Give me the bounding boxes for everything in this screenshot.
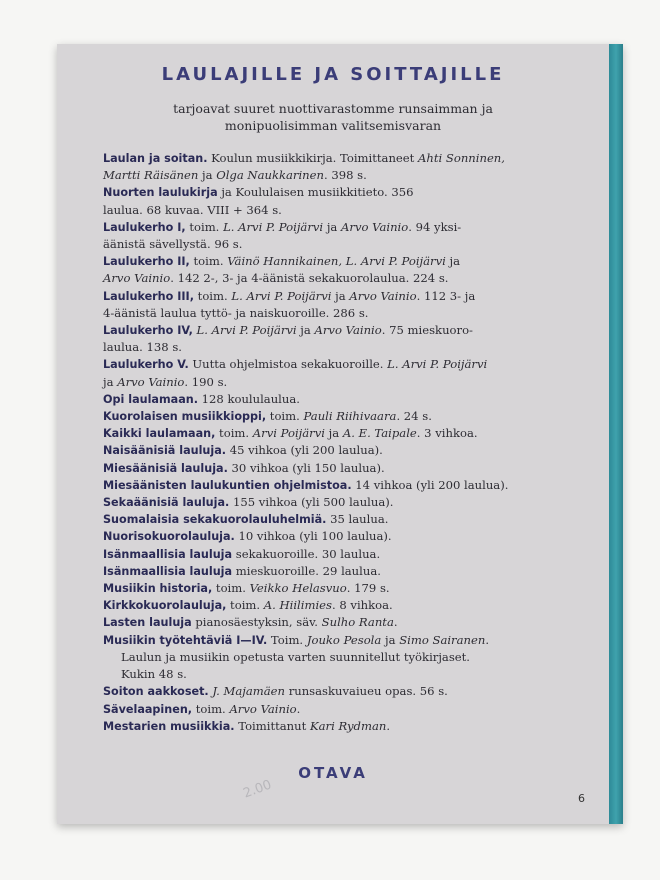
book-title: Nuorisokuorolauluja.: [103, 530, 235, 544]
catalog-line: [103, 494, 585, 511]
entry-text: pianosäestyksin, säv.: [191, 615, 322, 630]
catalog-line: [103, 511, 585, 528]
catalog-line: [103, 632, 585, 649]
entry-text: 155 vihkoa (yli 500 laulua).: [229, 495, 394, 510]
entry-text: toim.: [226, 598, 264, 613]
book-title: Kaikki laulamaan,: [103, 427, 216, 441]
author-name: L. Arvi P. Poijärvi: [192, 323, 297, 338]
catalog-line: [103, 666, 585, 683]
entry-text: Uutta ohjelmistoa sekakuoroille.: [188, 357, 388, 372]
catalog-line: [103, 649, 585, 666]
entry-text: runsaskuvaiueu opas. 56 s.: [285, 684, 448, 699]
entry-text: Laulun ja musiikin opetusta varten suunnitellut työkirjaset.: [121, 649, 470, 664]
entry-text: laulua. 138 s.: [103, 340, 182, 355]
book-title: Sävelaapinen,: [103, 702, 193, 716]
catalog-line: [103, 546, 585, 563]
catalog-line: [103, 236, 585, 253]
book-title: Mestarien musiikkia.: [103, 719, 235, 733]
catalog-line: [103, 460, 585, 477]
entry-text: .: [393, 615, 398, 630]
entry-text: . 24 s.: [396, 409, 432, 424]
subtitle-line-2: monipuolisimman valitsemisvaran: [224, 118, 442, 133]
author-name: Sulho Ranta: [321, 615, 394, 630]
entry-text: . 94 yksi-: [408, 219, 462, 234]
entry-text: äänistä sävellystä. 96 s.: [103, 237, 243, 252]
entry-text: . 112 3- ja: [416, 288, 476, 303]
book-title: Suomalaisia sekakuorolauluhelmiä.: [103, 513, 327, 527]
entry-text: ja Koululaisen musiikkitieto. 356: [217, 185, 414, 200]
book-title: Miesäänisiä lauluja.: [103, 461, 228, 475]
entry-text: toim.: [212, 581, 250, 596]
entry-text: toim.: [185, 219, 224, 234]
catalog-line: [103, 408, 585, 425]
page-heading: LAULAJILLE JA SOITTAJILLE: [161, 64, 505, 85]
author-name: Arvo Vainio: [229, 701, 297, 716]
entry-text: 30 vihkoa (yli 150 laulua).: [227, 460, 385, 475]
entry-text: 128 koululaulua.: [197, 391, 300, 406]
entry-text: ja: [381, 632, 400, 647]
entry-text: . 179 s.: [346, 581, 390, 596]
catalog-line: [103, 614, 585, 631]
entry-text: ja: [323, 219, 342, 234]
author-name: Arvo Vainio: [314, 323, 382, 338]
entry-text: laulua. 68 kuvaa. VIII + 364 s.: [103, 202, 282, 217]
catalog-line: [103, 219, 585, 236]
book-title: Naisäänisiä lauluja.: [103, 444, 227, 458]
catalog-line: [103, 356, 585, 373]
entry-text: toim.: [192, 701, 230, 716]
book-title: Sekaäänisiä lauluja.: [103, 496, 230, 510]
book-title: Laulukerho III,: [103, 289, 194, 303]
book-title: Laulukerho IV,: [103, 324, 193, 338]
entry-text: . 142 2-, 3- ja 4-äänistä sekakuorolaulua. 224 s.: [170, 271, 449, 286]
author-name: Väinö Hannikainen, L. Arvi P. Poijärvi: [227, 254, 446, 269]
catalog-line: [103, 425, 585, 442]
catalog-list: [103, 150, 585, 735]
book-title: Laulan ja soitan.: [103, 152, 208, 165]
catalog-line: [103, 305, 585, 322]
catalog-line: [103, 528, 585, 545]
entry-text: Toimittanut: [234, 718, 310, 733]
author-name: Martti Räisänen: [103, 168, 199, 183]
book-title: Nuorten laulukirja: [103, 186, 218, 200]
entry-text: ja: [331, 288, 350, 303]
catalog-line: [103, 167, 585, 184]
catalog-line: [103, 683, 585, 700]
book-title: Kuorolaisen musiikkioppi,: [103, 410, 267, 424]
cover-content: [57, 44, 609, 824]
catalog-line: [103, 184, 585, 201]
entry-text: 35 laulua.: [326, 512, 389, 527]
catalog-line: [103, 270, 585, 287]
catalog-line: [103, 322, 585, 339]
subtitle: [117, 100, 549, 134]
entry-text: .: [296, 701, 301, 716]
entry-text: . 398 s.: [323, 168, 367, 183]
author-name: Simo Sairanen: [399, 632, 486, 647]
author-name: Arvo Vainio: [349, 288, 417, 303]
entry-text: .: [485, 632, 489, 647]
catalog-line: [103, 202, 585, 219]
entry-text: . 8 vihkoa.: [331, 598, 393, 613]
book-title: Isänmaallisia lauluja: [103, 564, 233, 578]
entry-text: 45 vihkoa (yli 200 laulua).: [226, 443, 383, 458]
book-cover: [57, 44, 623, 824]
entry-text: 4-äänistä laulua tyttö- ja naiskuoroille. 286 s.: [103, 305, 369, 320]
entry-text: Koulun musiikkikirja. Toimittaneet: [207, 151, 419, 165]
catalog-line: [103, 701, 585, 718]
book-spine: [609, 44, 623, 824]
author-name: L. Arvi P. Poijärvi: [387, 357, 488, 372]
entry-text: toim.: [193, 288, 232, 303]
book-title: Musiikin työtehtäviä I—IV.: [103, 633, 268, 647]
author-name: A. E. Taipale: [342, 426, 417, 441]
entry-text: .: [386, 718, 391, 733]
book-title: Isänmaallisia lauluja: [103, 547, 233, 561]
catalog-line: [103, 288, 585, 305]
author-name: Kari Rydman: [309, 718, 387, 733]
catalog-line: [103, 477, 585, 494]
catalog-line: [103, 442, 585, 459]
author-name: Ahti Sonninen,: [418, 151, 505, 165]
page-number: 6: [578, 792, 585, 805]
book-title: Laulukerho I,: [103, 220, 186, 234]
entry-text: . 190 s.: [184, 374, 228, 389]
entry-text: toim.: [215, 426, 253, 441]
entry-text: Kukin 48 s.: [121, 667, 187, 682]
book-title: Miesäänisten laulukuntien ohjelmistoa.: [103, 478, 352, 492]
catalog-line: [103, 597, 585, 614]
author-name: A. Hiilimies: [263, 598, 332, 613]
book-title: Laulukerho II,: [103, 255, 190, 269]
author-name: Jouko Pesola: [306, 632, 382, 647]
author-name: Arvo Vainio: [103, 271, 171, 286]
book-title: Soiton aakkoset.: [103, 685, 209, 699]
entry-text: ja: [198, 168, 217, 183]
catalog-line: [103, 391, 585, 408]
entry-text: 14 vihkoa (yli 200 laulua).: [351, 477, 509, 492]
entry-text: ja: [445, 254, 461, 269]
entry-text: Toim.: [267, 632, 307, 647]
subtitle-line-1: tarjoavat suuret nuottivarastomme runsaimman ja: [173, 101, 493, 116]
entry-text: sekakuoroille. 30 laulua.: [232, 546, 381, 561]
catalog-line: [103, 374, 585, 391]
book-title: Lasten lauluja: [103, 616, 192, 630]
catalog-line: [103, 718, 585, 735]
catalog-line: [103, 580, 585, 597]
author-name: Veikko Helasvuo: [249, 581, 347, 596]
entry-text: toim.: [266, 409, 304, 424]
book-title: Musiikin historia,: [103, 582, 213, 596]
entry-text: mieskuoroille. 29 laulua.: [232, 563, 381, 578]
pencil-mark: 2.00: [241, 777, 274, 802]
author-name: Olga Naukkarinen: [216, 168, 324, 183]
author-name: Arvo Vainio: [341, 219, 409, 234]
author-name: L. Arvi P. Poijärvi: [231, 288, 332, 303]
author-name: L. Arvi P. Poijärvi: [223, 219, 324, 234]
entry-text: . 3 vihkoa.: [416, 426, 478, 441]
entry-text: ja: [103, 374, 118, 389]
book-title: Laulukerho V.: [103, 358, 189, 372]
book-title: Kirkkokuorolauluja,: [103, 599, 227, 613]
entry-text: ja: [324, 426, 343, 441]
author-name: Pauli Riihivaara: [303, 409, 397, 424]
book-title: Opi laulamaan.: [103, 392, 198, 406]
entry-text: ja: [296, 323, 315, 338]
author-name: J. Majamäen: [208, 684, 286, 699]
entry-text: . 75 mieskuoro-: [381, 323, 473, 338]
author-name: Arvi Poijärvi: [252, 426, 325, 441]
catalog-line: [103, 339, 585, 356]
catalog-line: [103, 253, 585, 270]
publisher-name: OTAVA: [298, 764, 368, 782]
entry-text: toim.: [189, 254, 228, 269]
author-name: Arvo Vainio: [117, 374, 185, 389]
entry-text: 10 vihkoa (yli 100 laulua).: [234, 529, 392, 544]
catalog-line: [103, 563, 585, 580]
catalog-line: [103, 150, 585, 167]
